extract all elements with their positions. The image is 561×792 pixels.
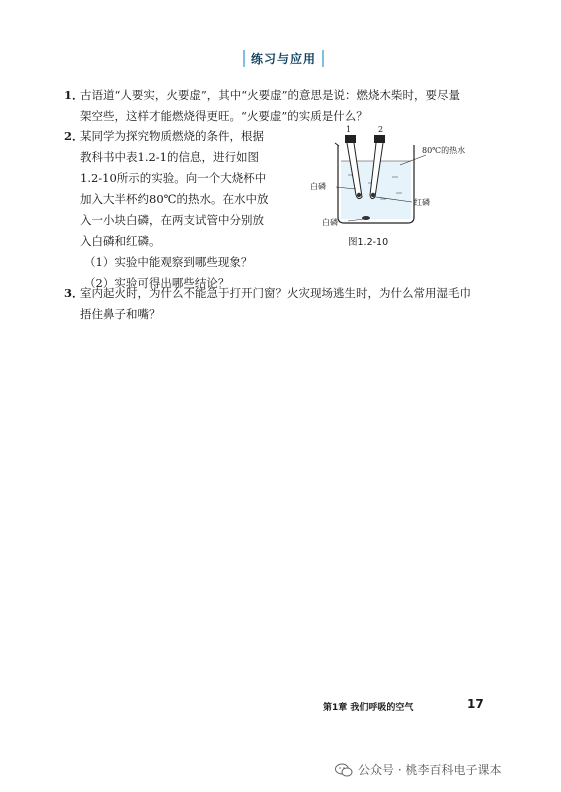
beaker-lip — [335, 143, 339, 146]
tube-1-label: 1 — [346, 125, 352, 134]
sub-question-2: （2）实验可得出哪些结论？ — [84, 276, 230, 290]
tube-2-label: 2 — [378, 125, 384, 134]
question-2 — [64, 126, 285, 294]
red-phosphorus-tube — [371, 193, 375, 197]
phosphorus-experiment-figure — [308, 125, 483, 250]
chapter-footer: 第1章 我们呼吸的空气 — [323, 703, 414, 713]
white-phosphorus-tube — [357, 193, 361, 197]
sub-question-1: （1）实验中能观察到哪些现象？ — [84, 255, 253, 269]
question-text-line: 架空些，这样才能燃烧得更旺。“火要虚”的实质是什么？ — [80, 109, 368, 123]
question-text-line: 室内起火时，为什么不能急于打开门窗？火灾现场逃生时，为什么常用湿毛巾 — [80, 286, 471, 300]
question-text-line: 某同学为探究物质燃烧的条件，根据 — [80, 129, 264, 143]
question-number: 1． — [64, 88, 84, 102]
question-number: 3． — [64, 286, 84, 300]
question-text-line: 1.2-10所示的实验。向一个大烧杯中 — [80, 171, 267, 185]
question-1 — [64, 85, 480, 127]
white-phosphorus-label-bottom: 白磷 — [322, 218, 338, 227]
question-text-line: 入白磷和红磷。 — [80, 234, 161, 248]
question-text-line: 入一小块白磷，在两支试管中分别放 — [80, 213, 264, 227]
watermark-text: 公众号 · 桃李百科电子课本 — [358, 763, 502, 777]
red-phosphorus-label: 红磷 — [414, 198, 430, 207]
question-text-line: 加入大半杯约80℃的热水。在水中放 — [80, 192, 269, 206]
question-3 — [64, 283, 500, 325]
page-number: 17 — [467, 697, 484, 711]
hot-water-label: 80℃的热水 — [422, 146, 466, 155]
wechat-icon — [335, 763, 353, 777]
figure-caption: 图1.2-10 — [348, 237, 389, 248]
white-phosphorus-label-left: 白磷 — [310, 182, 326, 191]
question-text-line: 古语道“人要实，火要虚”，其中“火要虚”的意思是说：燃烧木柴时，要尽量 — [80, 88, 461, 102]
question-text-line: 捂住鼻子和嘴？ — [80, 307, 161, 321]
question-number: 2． — [64, 129, 84, 143]
question-text-line: 教科书中表1.2-1的信息，进行如图 — [80, 150, 259, 164]
watermark — [335, 761, 501, 778]
section-title: 练习与应用 — [243, 50, 324, 67]
